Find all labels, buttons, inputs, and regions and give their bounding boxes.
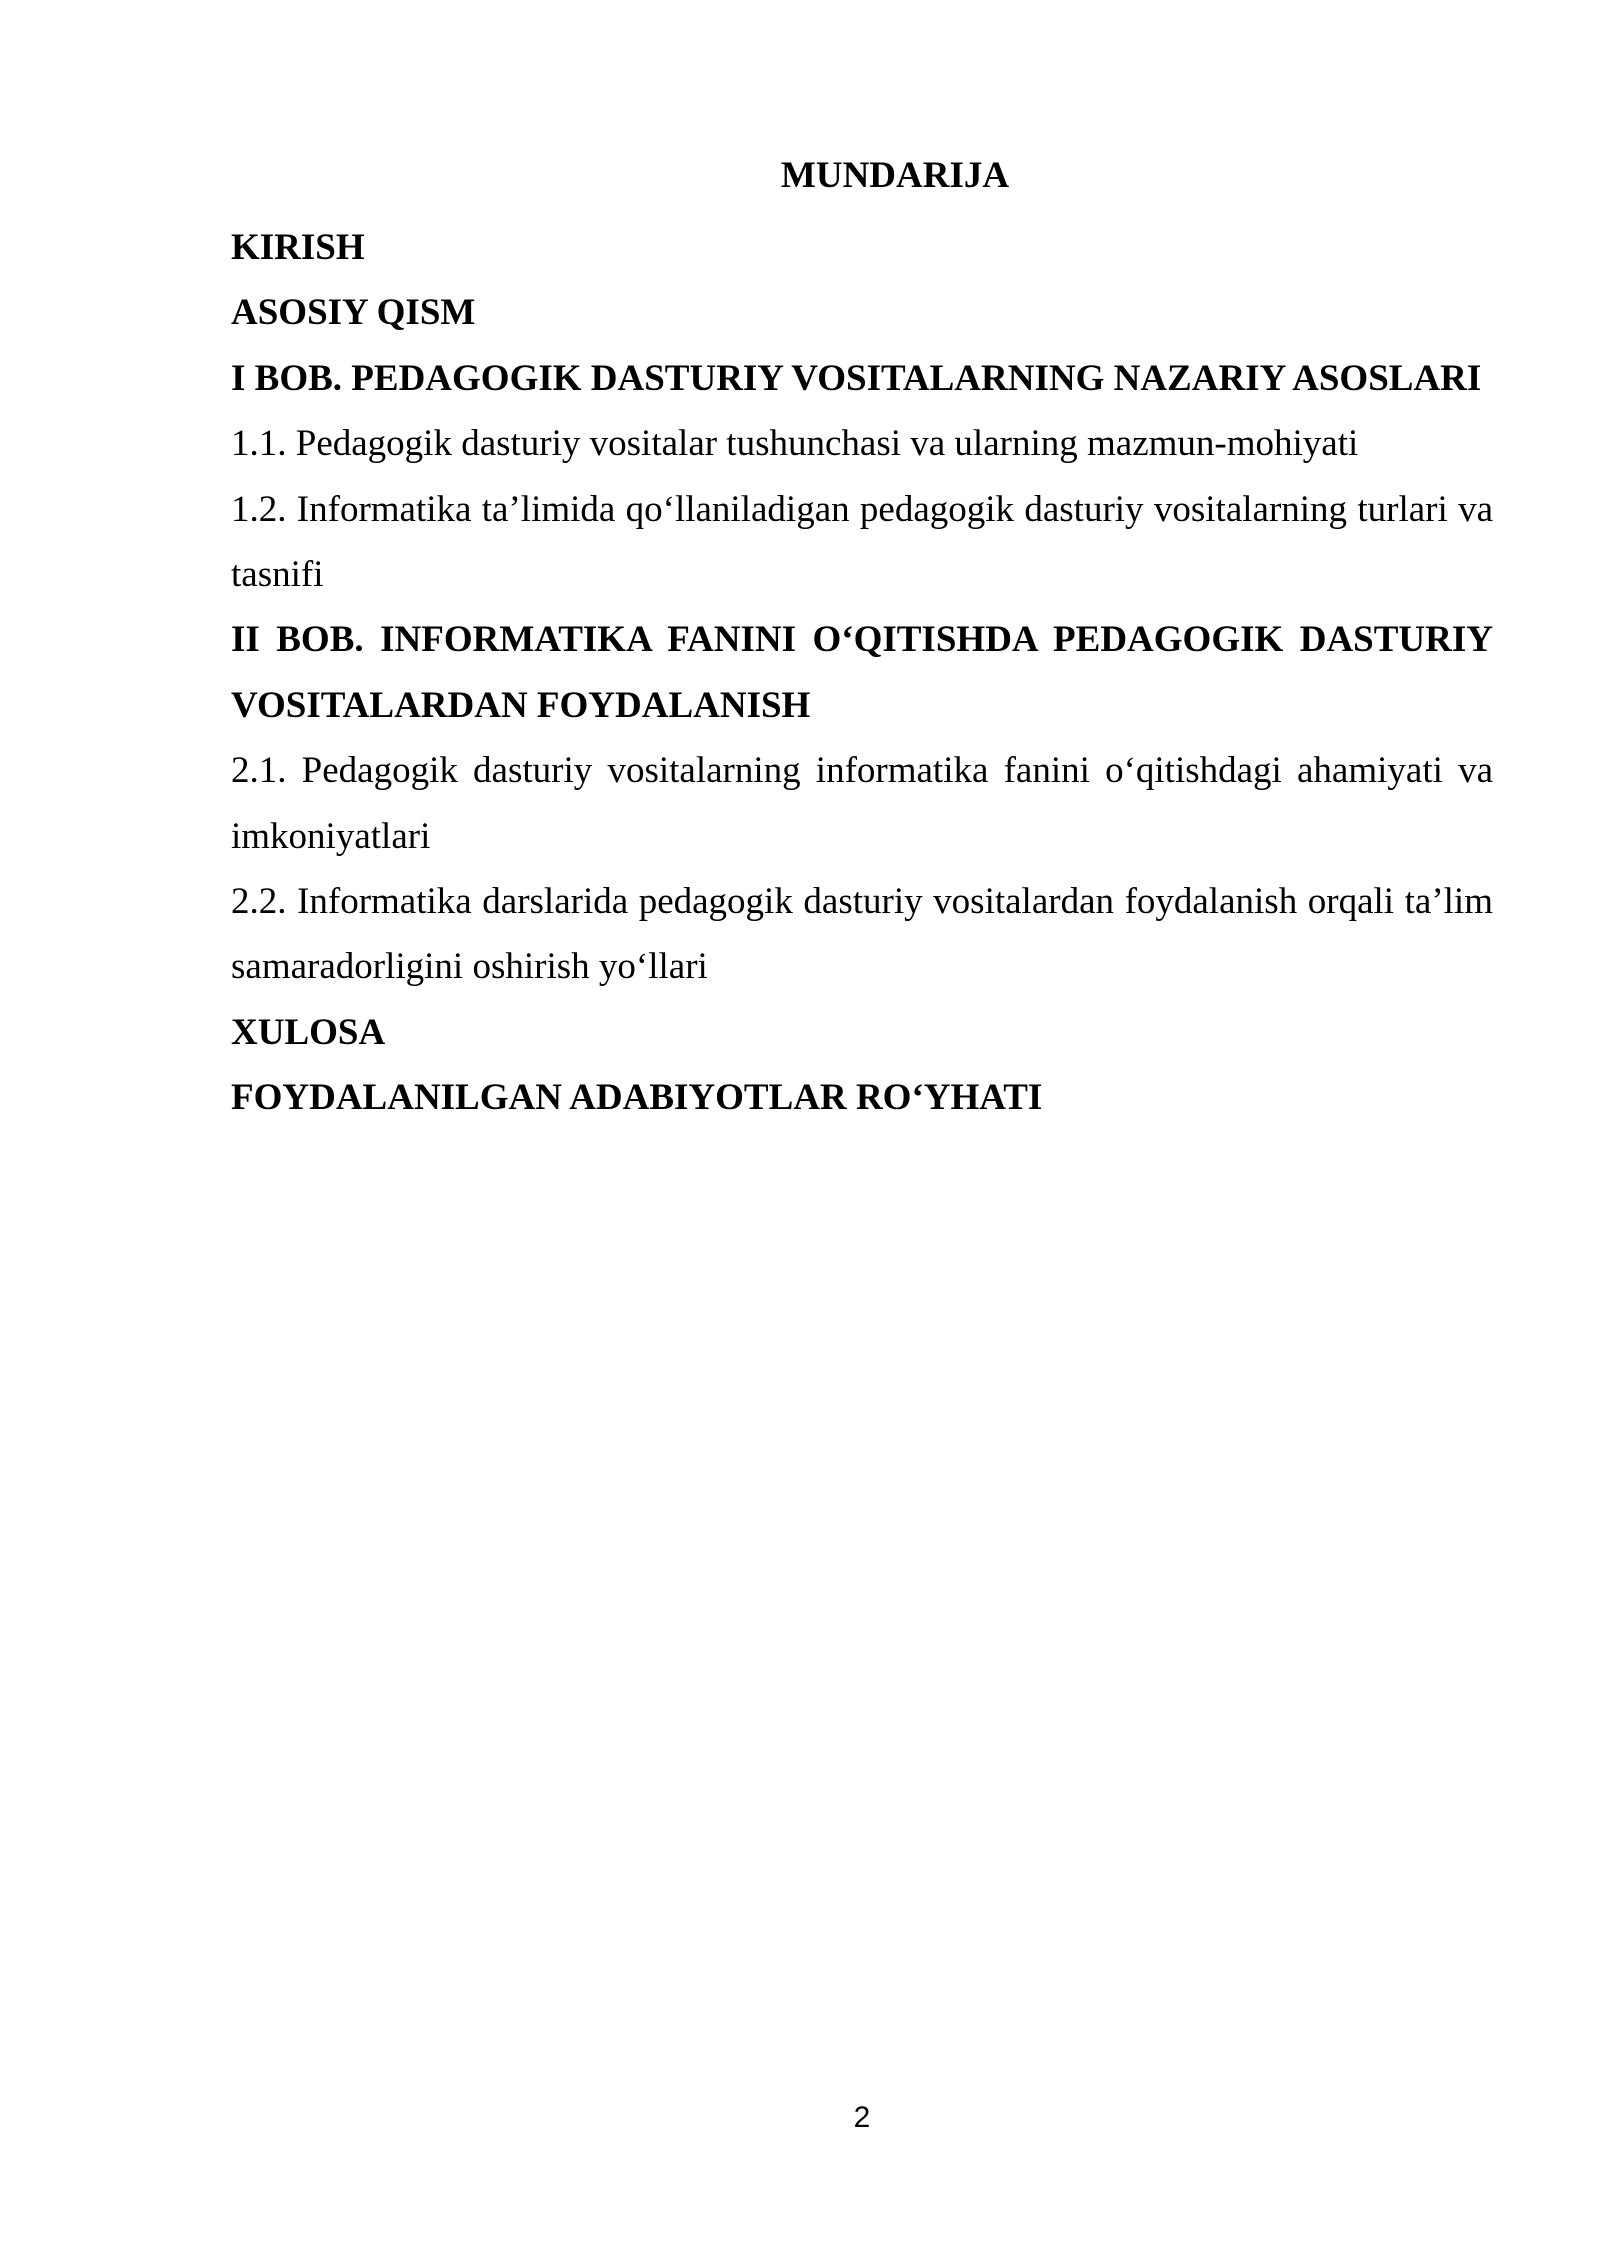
toc-entry-section-2-2: 2.2. Informatika darslarida pedagogik dasturiy vositalardan foydalanish orqali ta’lim samaradorligini oshirish yo‘llari	[231, 881, 1493, 988]
toc-entry-chapter-2: II BOB. INFORMATIKA FANINI O‘QITISHDA PEDAGOGIK DASTURIY VOSITALARDAN FOYDALANISH	[231, 619, 1493, 726]
toc-entry-section-2-1: 2.1. Pedagogik dasturiy vositalarning informatika fanini o‘qitishdagi ahamiyati va imkoniyatlari	[231, 750, 1493, 857]
page-title: MUNDARIJA	[780, 155, 1010, 196]
toc-entry-asosiy-qism: ASOSIY QISM	[231, 292, 476, 334]
toc-entry-xulosa: XULOSA	[231, 1011, 386, 1053]
toc-entry-references: FOYDALANILGAN ADABIYOTLAR RO‘YHATI	[231, 1077, 1043, 1119]
toc-entry-kirish: KIRISH	[231, 227, 365, 268]
toc-entry-section-1-2: 1.2. Informatika ta’limida qo‘llaniladigan pedagogik dasturiy vositalarning turlari va tasnifi	[231, 488, 1493, 596]
toc-entry-chapter-1: I BOB. PEDAGOGIK DASTURIY VOSITALARNING NAZARIY ASOSLARI	[231, 357, 1482, 399]
table-of-contents	[231, 215, 1493, 1131]
page-number: 2	[853, 2101, 871, 2134]
toc-entry-section-1-1: 1.1. Pedagogik dasturiy vositalar tushunchasi va ularning mazmun-mohiyati	[231, 423, 1359, 465]
